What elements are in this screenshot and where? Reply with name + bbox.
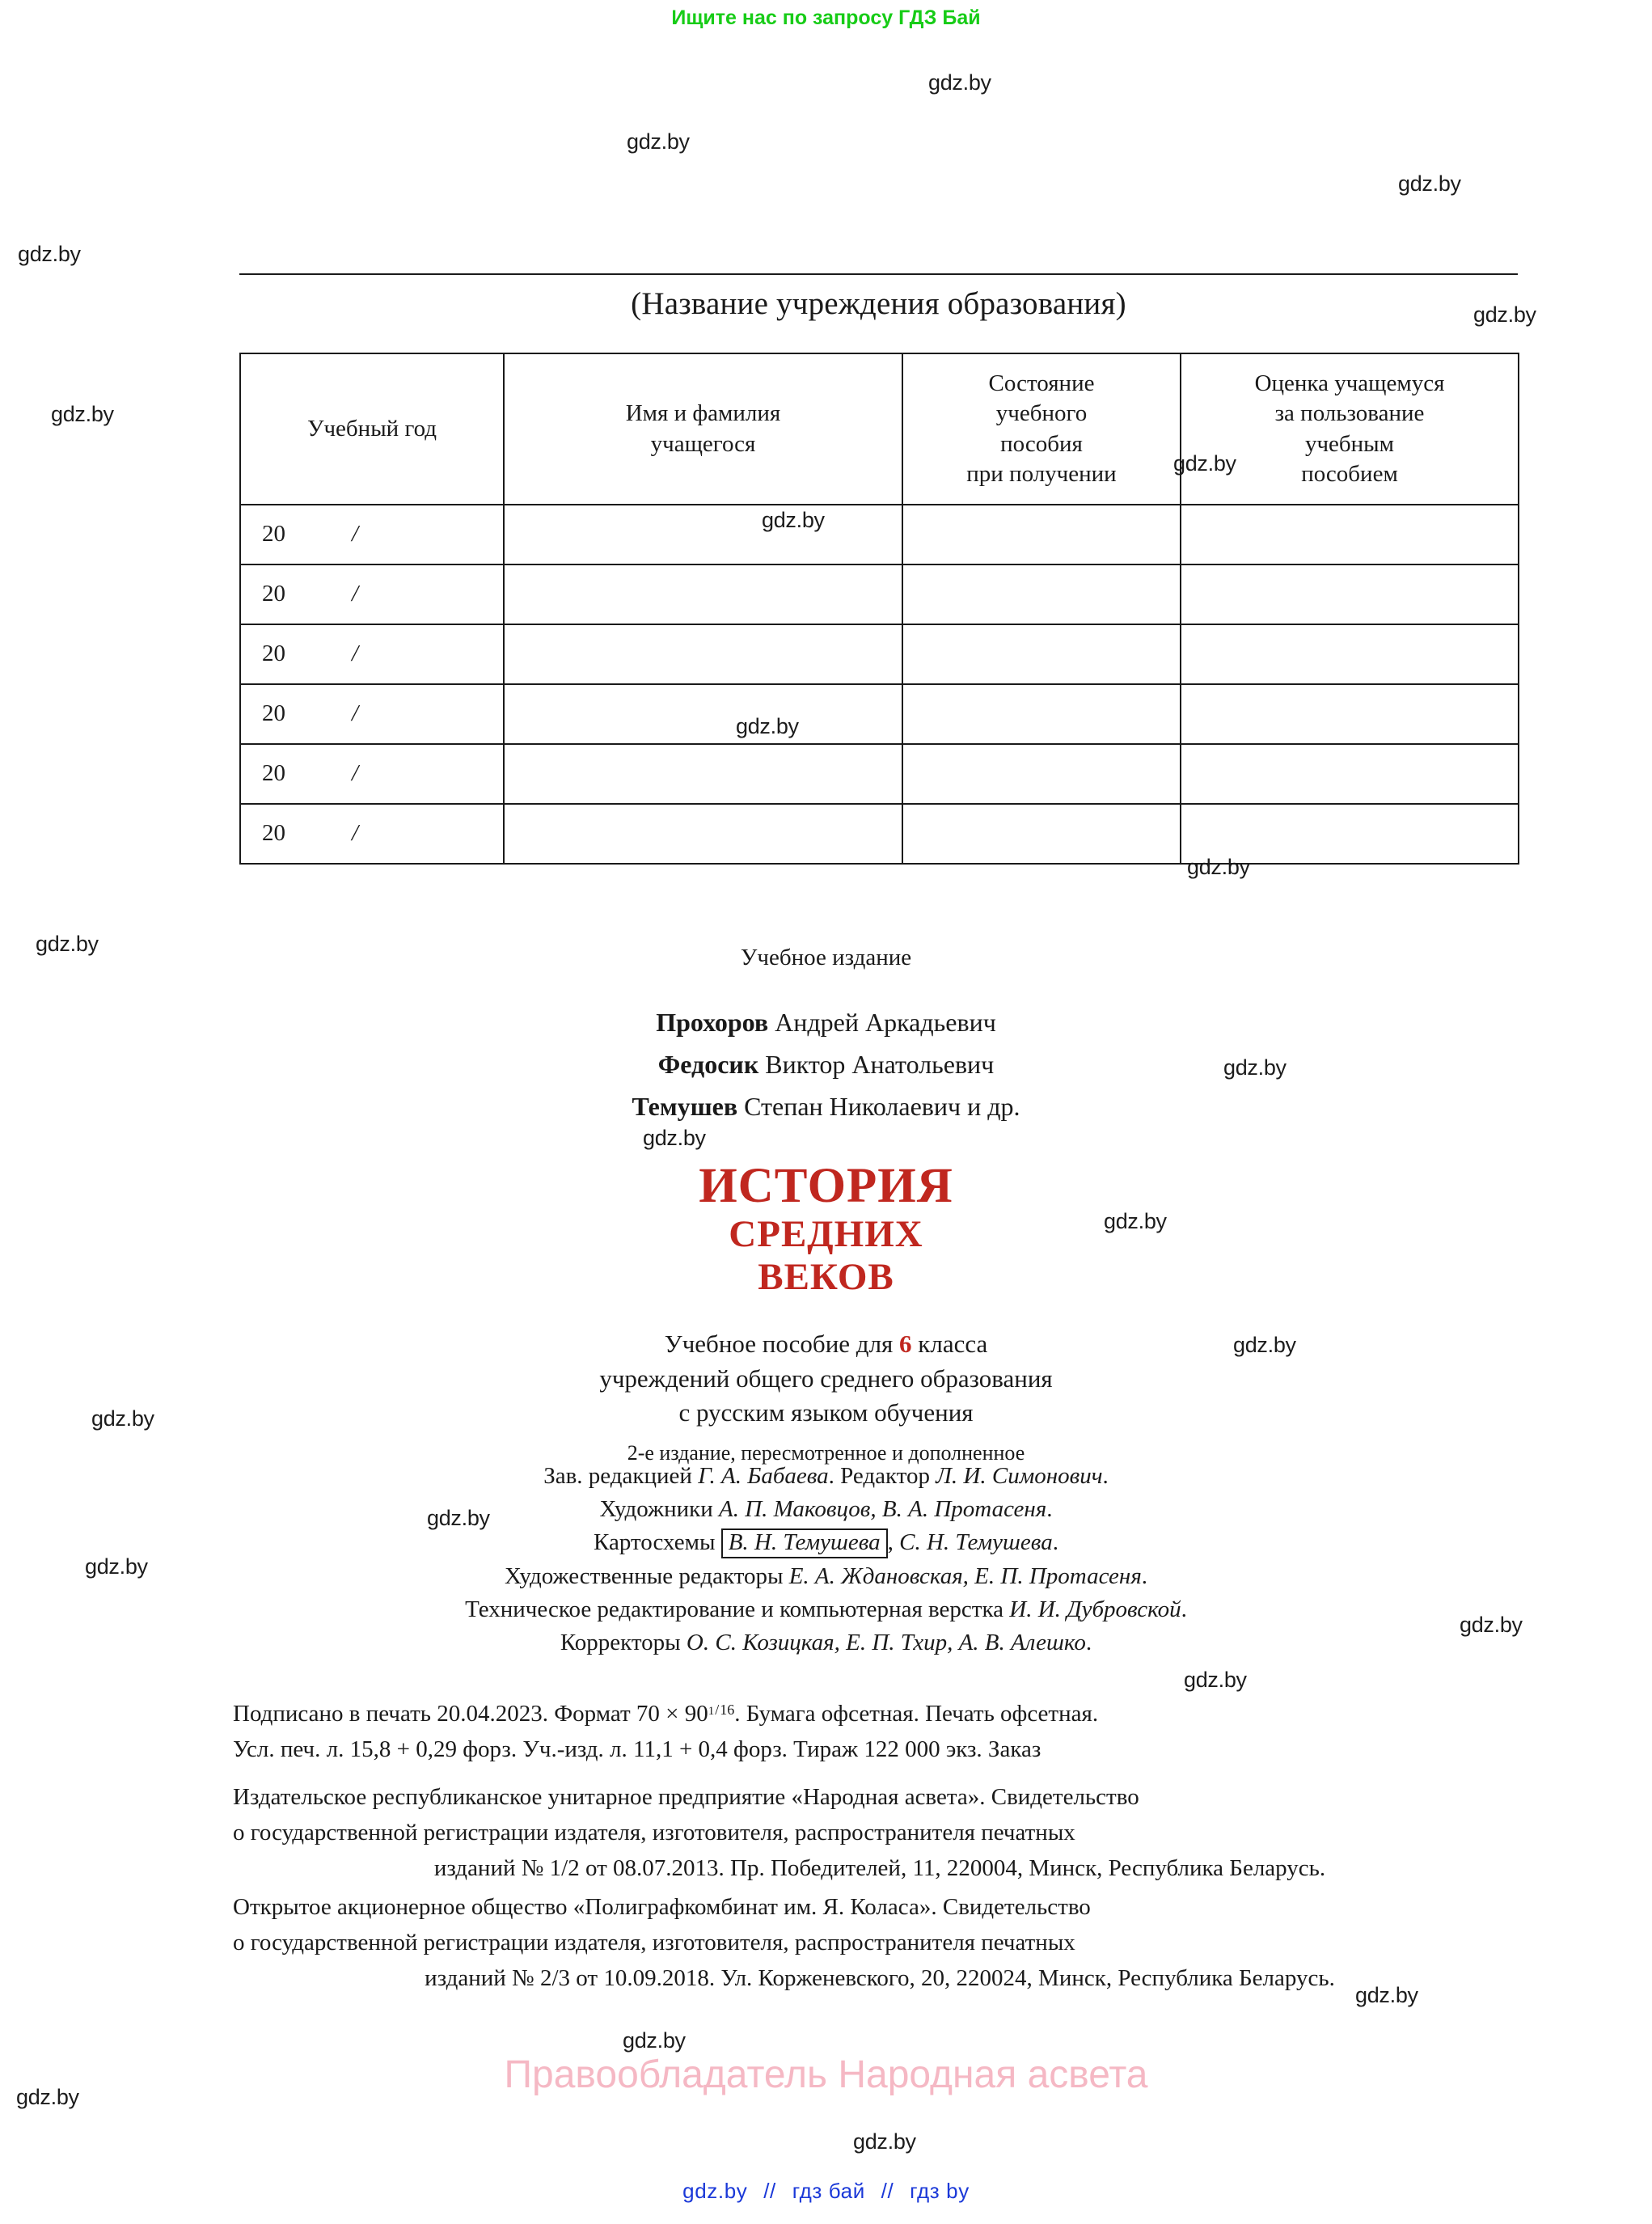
year-prefix: 20 bbox=[262, 760, 285, 787]
book-title-line-2: СРЕДНИХ bbox=[729, 1213, 923, 1256]
credit-line-editor-in-chief bbox=[0, 1460, 1652, 1493]
table-row bbox=[240, 684, 1519, 744]
cell-student-mark[interactable] bbox=[1181, 624, 1519, 684]
publisher-line-1: Открытое акционерное общество «Полиграфкомбинат им. Я. Коласа». Свидетельство bbox=[233, 1894, 1091, 1920]
cell-book-condition[interactable] bbox=[902, 804, 1181, 864]
imprint-block bbox=[0, 945, 1652, 1465]
credits-block bbox=[0, 1460, 1652, 1660]
fraction-bar: / bbox=[715, 1701, 720, 1718]
credit-line-artists bbox=[0, 1493, 1652, 1526]
cell-academic-year[interactable] bbox=[240, 744, 504, 804]
fraction-denominator: 16 bbox=[720, 1701, 735, 1718]
paper-format-fraction bbox=[708, 1699, 734, 1721]
publisher-line-1: Издательское республиканское унитарное предприятие «Народная асвета». Свидетельство bbox=[233, 1784, 1139, 1810]
year-prefix: 20 bbox=[262, 521, 285, 548]
cell-academic-year[interactable] bbox=[240, 564, 504, 624]
year-separator: / bbox=[352, 820, 359, 847]
gdz-watermark: gdz.by bbox=[1187, 855, 1250, 879]
footer-link-gdz-bai[interactable]: гдз бай bbox=[792, 2179, 865, 2203]
gdz-watermark: gdz.by bbox=[1223, 1055, 1287, 1080]
boxed-deceased-name: В. Н. Темушева bbox=[721, 1528, 888, 1558]
gdz-watermark: gdz.by bbox=[1460, 1613, 1523, 1637]
grade-number: 6 bbox=[899, 1330, 912, 1359]
cell-academic-year[interactable] bbox=[240, 684, 504, 744]
credit-label: Корректоры bbox=[560, 1629, 687, 1655]
credit-name: А. П. Маковцов, В. А. Протасеня bbox=[719, 1496, 1047, 1523]
credit-line-technical-editing bbox=[0, 1593, 1652, 1626]
column-header-student-name: Имя и фамилия учащегося bbox=[504, 353, 902, 505]
gdz-watermark: gdz.by bbox=[16, 2085, 79, 2109]
gdz-watermark: gdz.by bbox=[643, 1126, 706, 1150]
gdz-watermark: gdz.by bbox=[1398, 171, 1461, 196]
gdz-watermark: gdz.by bbox=[1355, 1983, 1418, 2007]
promo-banner bbox=[0, 6, 1652, 30]
publisher-line-3: изданий № 2/3 от 10.09.2018. Ул. Корженевского, 20, 220024, Минск, Республика Беларусь. bbox=[425, 1965, 1335, 1992]
cell-student-name[interactable] bbox=[504, 804, 902, 864]
cell-student-mark[interactable] bbox=[1181, 505, 1519, 564]
gdz-watermark: gdz.by bbox=[36, 932, 99, 956]
author-entry bbox=[0, 1086, 1652, 1128]
subtitle-line-2: учреждений общего среднего образования bbox=[599, 1364, 1053, 1393]
credit-name: Г. А. Бабаева bbox=[698, 1463, 829, 1489]
credit-name: И. И. Дубровской bbox=[1009, 1596, 1181, 1622]
table-row bbox=[240, 564, 1519, 624]
promo-banner-text: Ищите нас по запросу ГДЗ Бай bbox=[671, 6, 981, 29]
author-surname: Темушев bbox=[632, 1091, 738, 1121]
author-surname: Прохоров bbox=[656, 1008, 769, 1037]
year-separator: / bbox=[352, 641, 359, 667]
fraction-numerator: 1 bbox=[708, 1704, 715, 1718]
cell-book-condition[interactable] bbox=[902, 744, 1181, 804]
credit-label: Художники bbox=[599, 1496, 719, 1523]
publisher-line-2: о государственной регистрации издателя, изготовителя, распространителя печатных bbox=[233, 1930, 1075, 1956]
credit-label: Художественные редакторы bbox=[504, 1562, 789, 1589]
gdz-watermark: gdz.by bbox=[623, 2028, 686, 2053]
publisher-block-1 bbox=[233, 1779, 1527, 1886]
cell-book-condition[interactable] bbox=[902, 624, 1181, 684]
credit-label: Картосхемы bbox=[594, 1529, 721, 1556]
footer-links bbox=[0, 2179, 1652, 2204]
print-details-line-2: Усл. печ. л. 15,8 + 0,29 форз. Уч.-изд. л. 11,1 + 0,4 форз. Тираж 122 000 экз. Заказ bbox=[233, 1736, 1041, 1762]
gdz-watermark: gdz.by bbox=[1473, 302, 1536, 327]
year-separator: / bbox=[352, 581, 359, 607]
cell-academic-year[interactable] bbox=[240, 804, 504, 864]
print-details-block bbox=[233, 1697, 1527, 1767]
gdz-watermark: gdz.by bbox=[627, 129, 690, 154]
year-prefix: 20 bbox=[262, 700, 285, 727]
credit-label: Техническое редактирование и компьютерная верстка bbox=[465, 1596, 1010, 1622]
footer-separator: // bbox=[763, 2179, 776, 2203]
author-given-name: Виктор Анатольевич bbox=[765, 1049, 995, 1079]
author-surname: Федосик bbox=[657, 1049, 759, 1079]
credit-name: О. С. Козицкая, Е. П. Тхир, А. В. Алешко bbox=[686, 1629, 1086, 1655]
gdz-watermark: gdz.by bbox=[762, 508, 825, 532]
subtitle-prefix: Учебное пособие для bbox=[664, 1330, 900, 1359]
credit-punct: . bbox=[1046, 1496, 1053, 1523]
gdz-watermark: gdz.by bbox=[1173, 451, 1236, 476]
author-given-name: Андрей Аркадьевич bbox=[775, 1008, 996, 1037]
cell-student-name[interactable] bbox=[504, 564, 902, 624]
footer-separator: // bbox=[881, 2179, 894, 2203]
year-prefix: 20 bbox=[262, 641, 285, 667]
year-separator: / bbox=[352, 760, 359, 787]
gdz-watermark: gdz.by bbox=[853, 2129, 916, 2154]
gdz-watermark: gdz.by bbox=[1184, 1668, 1247, 1692]
credit-punct: . bbox=[1181, 1596, 1187, 1622]
column-header-academic-year: Учебный год bbox=[240, 353, 504, 505]
cell-book-condition[interactable] bbox=[902, 564, 1181, 624]
cell-student-name[interactable] bbox=[504, 624, 902, 684]
cell-academic-year[interactable] bbox=[240, 624, 504, 684]
cell-student-mark[interactable] bbox=[1181, 684, 1519, 744]
credit-label: . Редактор bbox=[828, 1463, 936, 1489]
institution-rule bbox=[239, 273, 1518, 275]
year-prefix: 20 bbox=[262, 581, 285, 607]
gdz-watermark: gdz.by bbox=[427, 1506, 490, 1530]
credit-punct: . bbox=[1085, 1629, 1092, 1655]
credit-line-cartography bbox=[0, 1526, 1652, 1559]
year-separator: / bbox=[352, 700, 359, 727]
author-given-name: Степан Николаевич и др. bbox=[744, 1091, 1020, 1121]
publisher-line-2: о государственной регистрации издателя, изготовителя, распространителя печатных bbox=[233, 1820, 1075, 1846]
book-subtitle bbox=[0, 1327, 1652, 1429]
gdz-watermark: gdz.by bbox=[1233, 1333, 1296, 1357]
print-details-text: Подписано в печать 20.04.2023. Формат 70 × 90 bbox=[233, 1701, 708, 1727]
book-title bbox=[0, 1159, 1652, 1299]
subtitle-suffix: класса bbox=[911, 1330, 988, 1359]
credit-line-art-editors bbox=[0, 1560, 1652, 1593]
print-details-text: . Бумага офсетная. Печать офсетная. bbox=[734, 1701, 1099, 1727]
cell-student-name[interactable] bbox=[504, 684, 902, 744]
rights-holder-watermark: Правообладатель Народная асвета bbox=[504, 2053, 1148, 2096]
cell-academic-year[interactable] bbox=[240, 505, 504, 564]
gdz-watermark: gdz.by bbox=[736, 714, 799, 738]
year-separator: / bbox=[352, 521, 359, 548]
publisher-block-2 bbox=[233, 1889, 1527, 1996]
book-title-line-3: ВЕКОВ bbox=[758, 1256, 894, 1299]
gdz-watermark: gdz.by bbox=[18, 242, 81, 266]
edition-note: 2-е издание, пересмотренное и дополненное bbox=[627, 1440, 1025, 1465]
gdz-watermark: gdz.by bbox=[51, 402, 114, 426]
cell-student-name[interactable] bbox=[504, 744, 902, 804]
cell-book-condition[interactable] bbox=[902, 505, 1181, 564]
credit-punct: . bbox=[1141, 1562, 1148, 1589]
column-header-book-condition: Состояние учебного пособия при получении bbox=[902, 353, 1181, 505]
cell-student-mark[interactable] bbox=[1181, 744, 1519, 804]
student-record-table bbox=[239, 353, 1519, 865]
subtitle-line-1 bbox=[0, 1327, 1652, 1361]
book-title-line-1: ИСТОРИЯ bbox=[699, 1159, 953, 1214]
table-row bbox=[240, 744, 1519, 804]
gdz-watermark: gdz.by bbox=[85, 1554, 148, 1579]
credit-label: Зав. редакцией bbox=[543, 1463, 699, 1489]
publisher-line-3: изданий № 1/2 от 08.07.2013. Пр. Победителей, 11, 220004, Минск, Республика Беларусь. bbox=[433, 1855, 1326, 1882]
gdz-watermark: gdz.by bbox=[91, 1406, 154, 1431]
table-row bbox=[240, 804, 1519, 864]
year-prefix: 20 bbox=[262, 820, 285, 847]
footer-link-gdz-by-cyr[interactable]: гдз by bbox=[910, 2179, 970, 2203]
subtitle-line-3: с русским языком обучения bbox=[678, 1397, 974, 1427]
credit-name: Л. И. Симонович bbox=[936, 1463, 1103, 1489]
gdz-watermark: gdz.by bbox=[1104, 1209, 1167, 1233]
column-header-student-mark: Оценка учащемуся за пользование учебным пособием bbox=[1181, 353, 1519, 505]
table-header-row bbox=[240, 353, 1519, 505]
credit-name: С. Н. Темушева bbox=[899, 1529, 1053, 1556]
edition-kind: Учебное издание bbox=[740, 945, 912, 970]
cell-book-condition[interactable] bbox=[902, 684, 1181, 744]
table-row bbox=[240, 624, 1519, 684]
cell-student-name[interactable] bbox=[504, 505, 902, 564]
credit-line-proofreaders bbox=[0, 1626, 1652, 1660]
cell-student-mark[interactable] bbox=[1181, 804, 1519, 864]
gdz-watermark: gdz.by bbox=[928, 70, 991, 95]
cell-student-mark[interactable] bbox=[1181, 564, 1519, 624]
author-entry bbox=[0, 1002, 1652, 1044]
institution-caption: (Название учреждения образования) bbox=[631, 286, 1126, 321]
credit-punct: , bbox=[887, 1529, 900, 1556]
footer-link-gdz-by[interactable]: gdz.by bbox=[682, 2179, 748, 2203]
credit-punct: . bbox=[1102, 1463, 1109, 1489]
table-row bbox=[240, 505, 1519, 564]
credit-punct: . bbox=[1052, 1529, 1058, 1556]
credit-name: Е. А. Ждановская, Е. П. Протасеня bbox=[788, 1562, 1142, 1589]
print-details-line-1 bbox=[233, 1697, 1527, 1732]
author-entry bbox=[0, 1044, 1652, 1086]
